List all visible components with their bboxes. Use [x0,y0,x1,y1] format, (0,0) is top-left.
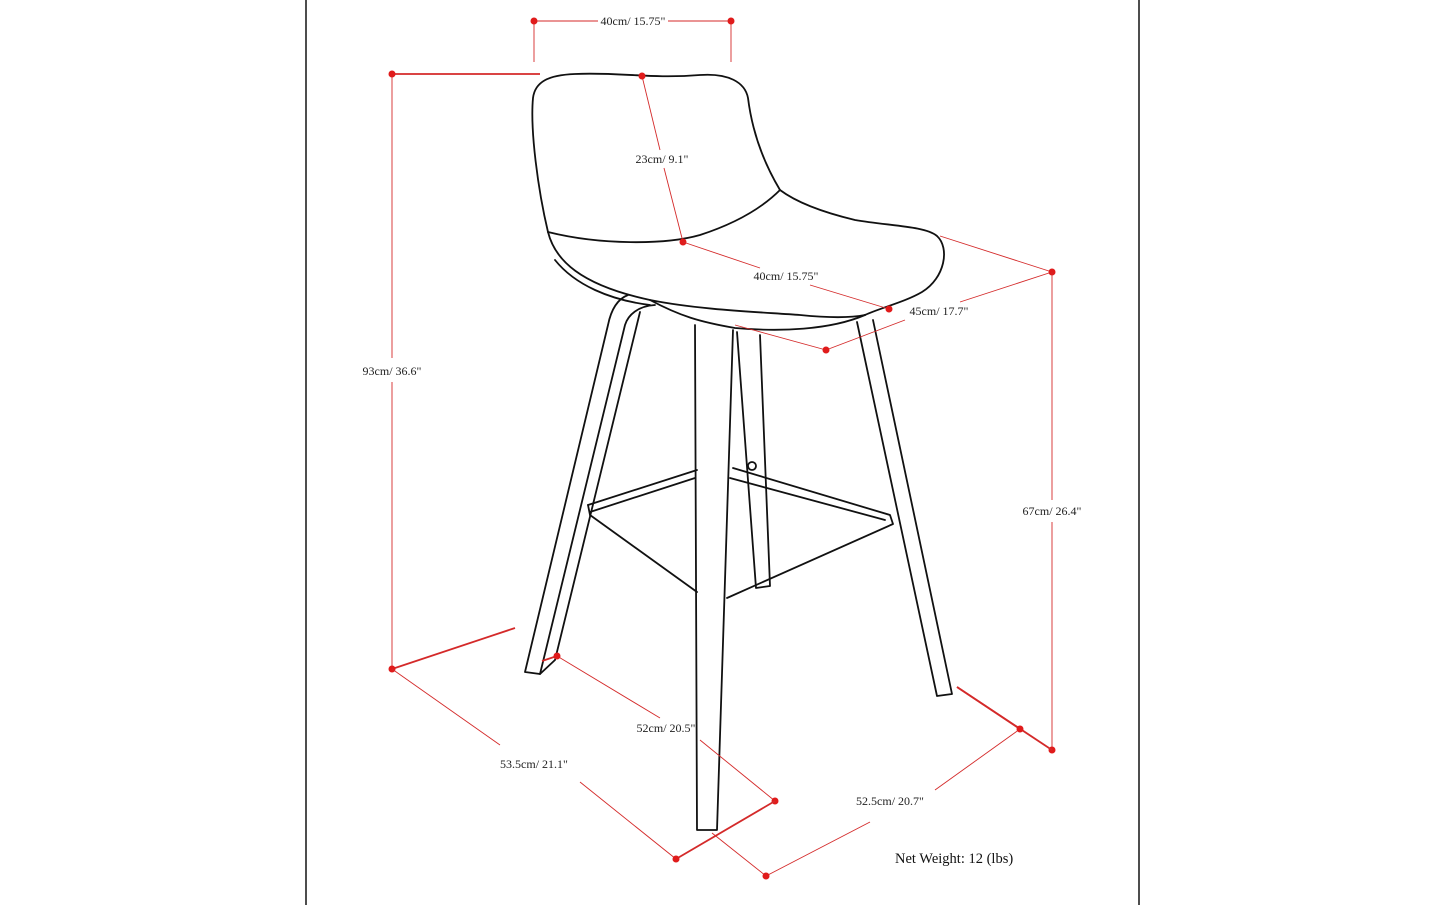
footrest-front-inner [590,478,695,512]
bar-stool-drawing [525,74,952,830]
dim-base-depth-line-upper [392,669,500,745]
leg-right [857,320,952,696]
dim-base-width-dot-right [1017,726,1024,733]
dim-seat-depth-line-upper [960,272,1052,302]
label-base-width: 52.5cm/ 20.7" [856,794,924,808]
label-inner-base: 52cm/ 20.5" [636,721,696,735]
dim-backrest-line-lower [664,168,683,242]
backrest-seat-seam [548,190,780,242]
footrest-left-side [588,505,590,515]
label-backrest-height: 23cm/ 9.1" [635,152,689,166]
dim-backrest-line-upper [642,76,660,150]
dim-total-height-bottom-ext [392,628,515,669]
dim-seat-width-line-lower [810,285,889,309]
footrest-bolt [748,462,756,470]
dim-seat-depth-dot-left [823,347,830,354]
net-weight-label: Net Weight: 12 (lbs) [895,851,1014,867]
footrest-back-inner [730,478,885,520]
dim-seat-width-line-upper [683,242,760,268]
dim-base-width-line-upper [935,729,1020,790]
dim-backrest-dot-top [639,73,646,80]
label-total-height: 93cm/ 36.6" [362,364,422,378]
dim-base-depth-ext-bottom [676,801,775,859]
dim-base-depth-dot-bottom [673,856,680,863]
dim-inner-base-line-upper [557,656,660,718]
dim-seat-depth-ext-bottom [735,325,826,350]
dim-total-height-dot-top [389,71,396,78]
footrest-front [588,470,697,505]
dim-seat-depth-ext-top [940,236,1052,272]
leg-back-center [737,332,770,588]
label-seat-depth: 45cm/ 17.7" [909,304,969,318]
label-seat-height: 67cm/ 26.4" [1022,504,1082,518]
dim-inner-base-dot-top [554,653,561,660]
seat-top-edge [780,190,944,315]
dim-base-width-line-lower [766,822,870,876]
dim-base-depth-line-lower [580,782,676,859]
dim-top-width-dot-right [728,18,735,25]
dim-seat-width-dot-end [886,306,893,313]
dim-inner-base-line-lower [700,740,775,801]
label-top-width: 40cm/ 15.75" [600,14,666,28]
leg-front-center [695,325,733,830]
dim-top-width-dot-left [531,18,538,25]
dim-base-width-dot-left [763,873,770,880]
label-base-depth: 53.5cm/ 21.1" [500,757,568,771]
footrest-front-lower [590,515,697,592]
dim-base-width-ext-right [957,687,1020,729]
dim-base-width-ext-left [712,833,766,876]
dimension-labels [363,14,1082,867]
leg-front-left [525,295,655,674]
label-seat-width: 40cm/ 15.75" [753,269,819,283]
dimension-lines [389,18,1056,880]
